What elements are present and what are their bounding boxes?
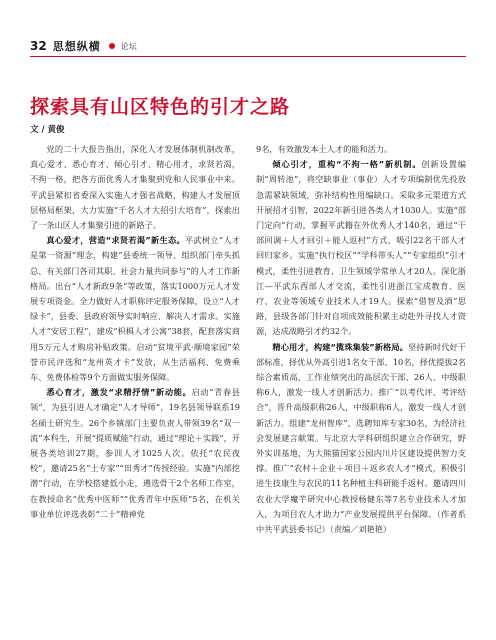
paragraph — [30, 233, 240, 385]
paragraph — [30, 385, 240, 522]
paragraph-body: 坚持新时代好干部标准，择优从外高引进1名女干部、10名，择优提拔2名综合素质高、工作业绩突出的高层次干部、26人、中级职称6人，激发一线人才创新活力。推广“以考代评、考评结合”，晋升高级职称26人，中级职称6人，激发一线人才创新活力。组建“龙州智库”，选聘知库专家30名，为经济社会发展建言献策。与北京大学科研组织建立合作研究，野外实训基地，为大熊猫国家公园内川片区建设提供智力支撑。推广“农村＋企业＋项目＋返乡农人才”模式，积极引进生技康生与农民的11名种植主科研能手返村。邀请四川农业大学魔芋研究中心教授杨健东等7名专业技术人才加入，为项目农人才助力“产业发展提供平台保障。（作者系中共平武县委书记）（责编／刘艳艳） — [256, 341, 466, 535]
paragraph — [256, 157, 466, 339]
paragraph-body: 平武树立“人才是第一资源”理念，构建“县委统一领导、组织部门牵头抓总、有关部门各司其职、社会力量共同参与”的人才工作新格局。出台“人才新政9条”等政策，落实1000万元人才发展专项资金。全力做好人才职称评定服务保障，设立“人才绿卡”，县委、县政府领导实时响应、解决人才需求。实施人才“安居工程”，建成“枳椇人才公寓”38套，配套落实商用5万元人才购房补贴政策。启动“贫境平武·顺境家园”荣誉市民评选和“龙州英才卡”发放，从生活福利、免费乘车、免费体检等9个方面做实服务保障。 — [30, 235, 240, 383]
paragraph-lead: 悉心育才，激发“求精抒情”新动能。 — [46, 387, 192, 398]
paragraph-lead: 精心用才，构建“揽珠集装”新格局。 — [272, 341, 408, 352]
paragraph — [256, 340, 466, 538]
paragraph-body: 启动“青春县领”，为县引进人才确定“人才导师”，19名县领导联系19名硕士研究生。26个乡镇部门主要负责人带领39名“双一流”本科生，开展“提质赋能”行动，通过“理论＋实践”，开展各类培训27期，参训人才1025人次。依托“农民夜校”，邀请25名“土专家”“田秀才”传授经验。实施“内部挖潜”行动，在学校搭建低小走，遴选骨干2个名师工作室，在教授命名“优秀中医师”“优秀青年中医师”5名，在机关事业单位评选表彰“二十”精神党 — [30, 387, 240, 519]
column-right — [256, 142, 466, 612]
paragraph: 党的二十大报告指出，深化人才发展体制机制改革，真心爱才、悉心育才、倾心引才、精心用才，求贤若渴，不拘一格，把各方面优秀人才集聚到党和人民事业中来。平武县紧扣省委深入实施人才强省战略，构建人才发展顶层格局框架，大力实施“千名人才大招引大培育”，探索出了一条山区人才集聚引进的新路子。 — [30, 144, 240, 231]
paragraph: 9名，有效激发本土人才的能和活力。 — [256, 144, 393, 154]
bullet-dot-icon — [109, 43, 115, 49]
page-number: 32 — [30, 39, 47, 53]
article-byline: 文 / 黄俊 — [30, 125, 65, 135]
article-title: 探索具有山区特色的引才之路 — [30, 96, 291, 118]
header-rule — [30, 56, 466, 57]
paragraph-body: 创新设置编制“周转池”，将空缺事业（事业）人才专项编制优先投放急需紧缺领域，弥补结构性用编缺口。采取多元渠道方式开展招才引智，2022年新引进各类人才1030人。实施“部门定向”行动，掌握平武籍在外优秀人才140名，通过“干部回调＋人才回引＋能人返村”方式，吸引22名干部人才回归家乡。实施“执行校区”“学科带头人”“专家组织”引才模式，柔性引进教育、卫生领域学常单人才20人。深化浙江—平武东西部人才交流，柔性引进浙江宝成教育、医疗、农业等领域专业技术人才19人。探索“借智及酒”思路，县级各部门针对自项成效能积累主动赴外寻找人才资源，达成战略引才约32个。 — [256, 159, 466, 337]
article-body — [30, 142, 466, 612]
column-left — [30, 142, 240, 612]
page-header — [30, 38, 137, 54]
paragraph-lead: 真心爱才，营造“求贤若渴”新生态。 — [46, 235, 185, 246]
paragraph-lead: 倾心引才，重构“不拘一格”新机制。 — [272, 159, 422, 170]
magazine-name: 思想纵横 — [52, 40, 101, 53]
section-label: 论坛 — [120, 41, 137, 51]
